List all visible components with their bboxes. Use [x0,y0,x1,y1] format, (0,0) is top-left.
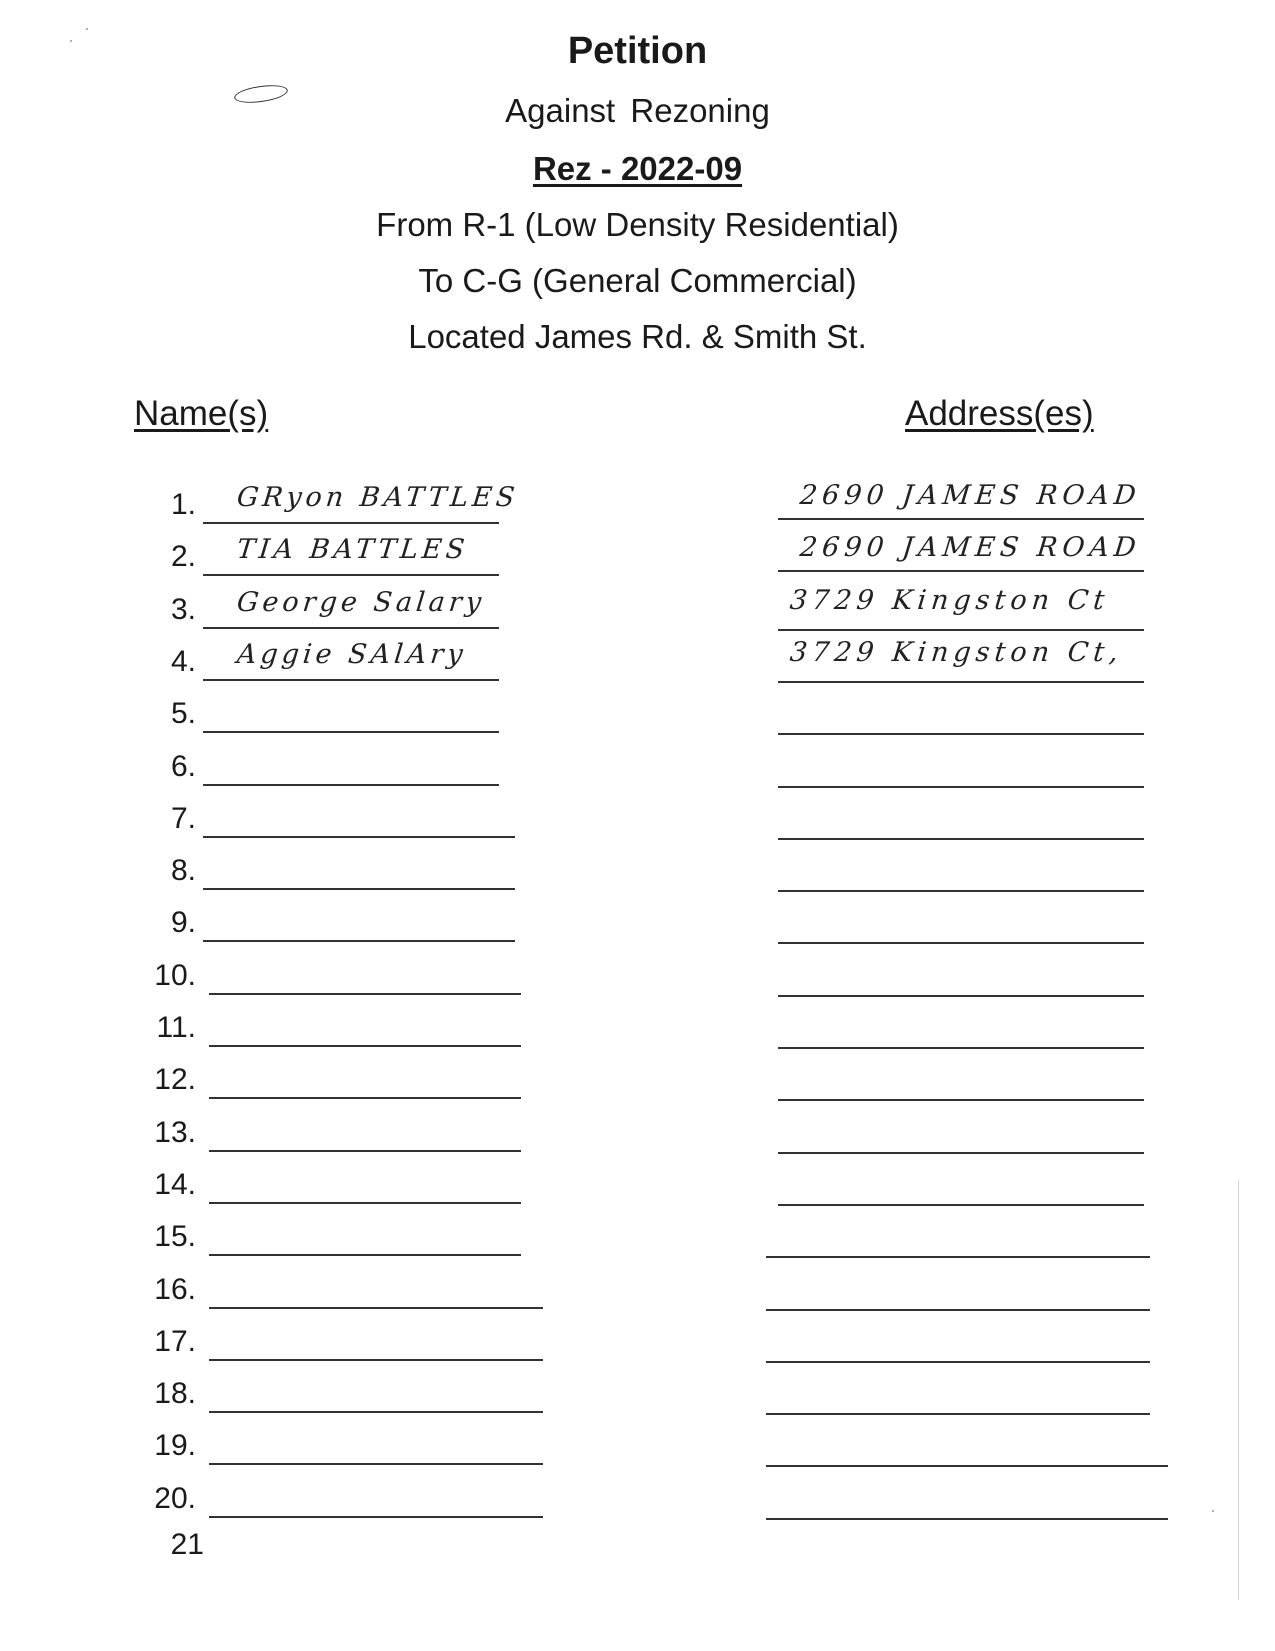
name-signature-line[interactable] [203,574,499,576]
document-title: Petition [567,30,708,72]
row-number: 12. [154,1063,196,1096]
name-signature-line[interactable] [203,522,499,524]
address-signature-line[interactable] [778,629,1144,631]
from-zoning: From R-1 (Low Density Residential) [376,206,899,243]
row-number: 2. [170,540,196,573]
name-signature-line[interactable] [203,888,515,890]
row-number: 4. [170,645,196,678]
row-number: 8. [170,854,196,887]
cut-off-row-number: 21 [170,1528,204,1561]
row-number: 6. [170,750,196,783]
address-signature-line[interactable] [778,1152,1144,1154]
row-number: 18. [154,1377,196,1410]
handwritten-address: 2690 JAMES ROAD [798,532,1143,563]
handwritten-name: GRyon BATTLES [235,482,521,513]
handwritten-address: 3729 Kingston Ct, [788,637,1125,668]
address-signature-line[interactable] [778,518,1144,520]
case-number: Rez - 2022-09 [532,150,743,187]
name-signature-line[interactable] [209,1097,521,1099]
address-signature-line[interactable] [778,1099,1144,1101]
name-signature-line[interactable] [203,627,499,629]
name-signature-line[interactable] [203,940,515,942]
address-signature-line[interactable] [778,1047,1144,1049]
name-signature-line[interactable] [209,1150,521,1152]
name-signature-line[interactable] [203,679,499,681]
to-zoning: To C-G (General Commercial) [418,262,857,299]
row-number: 14. [154,1168,196,1201]
row-number: 16. [154,1273,196,1306]
name-signature-line[interactable] [203,836,515,838]
address-signature-line[interactable] [778,570,1144,572]
address-signature-line[interactable] [766,1309,1150,1311]
address-signature-line[interactable] [766,1361,1150,1363]
address-signature-line[interactable] [778,890,1144,892]
row-number: 17. [154,1325,196,1358]
address-signature-line[interactable] [778,1204,1144,1206]
name-signature-line[interactable] [209,1045,521,1047]
document-subtitle: Against Rezoning [505,92,770,129]
address-signature-line[interactable] [778,786,1144,788]
name-signature-line[interactable] [209,1516,543,1518]
row-number: 10. [154,959,196,992]
address-signature-line[interactable] [766,1256,1150,1258]
row-number: 13. [154,1116,196,1149]
name-signature-line[interactable] [209,1359,543,1361]
location: Located James Rd. & Smith St. [408,318,867,355]
handwritten-address: 3729 Kingston Ct [788,585,1111,616]
name-signature-line[interactable] [209,1254,521,1256]
handwritten-name: TIA BATTLES [235,534,470,565]
name-signature-line[interactable] [203,784,499,786]
row-number: 11. [156,1011,196,1044]
name-signature-line[interactable] [209,993,521,995]
address-signature-line[interactable] [778,942,1144,944]
name-signature-line[interactable] [209,1411,543,1413]
row-number: 3. [170,593,196,626]
address-signature-line[interactable] [778,681,1144,683]
row-number: 1. [170,488,196,521]
handwritten-name: Aggie SAlAry [235,639,469,670]
names-column-header: Name(s) [134,394,269,433]
row-number: 20. [154,1482,196,1515]
row-number: 15. [154,1220,196,1253]
name-signature-line[interactable] [209,1202,521,1204]
scan-edge-line [1238,1180,1239,1600]
name-signature-line[interactable] [209,1307,543,1309]
scan-speck [86,28,88,30]
scan-speck [70,40,72,42]
address-signature-line[interactable] [766,1413,1150,1415]
name-signature-line[interactable] [203,731,499,733]
address-signature-line[interactable] [766,1465,1168,1467]
handwritten-name: George Salary [235,587,487,618]
row-number: 5. [170,697,196,730]
address-signature-line[interactable] [778,733,1144,735]
row-number: 19. [154,1429,196,1462]
address-signature-line[interactable] [778,995,1144,997]
scan-speck [1212,1510,1214,1512]
name-signature-line[interactable] [209,1463,543,1465]
row-number: 7. [170,802,196,835]
handwritten-address: 2690 JAMES ROAD [798,480,1143,511]
address-signature-line[interactable] [778,838,1144,840]
addresses-column-header: Address(es) [905,394,1094,433]
row-number: 9. [170,906,196,939]
address-signature-line[interactable] [766,1518,1168,1520]
